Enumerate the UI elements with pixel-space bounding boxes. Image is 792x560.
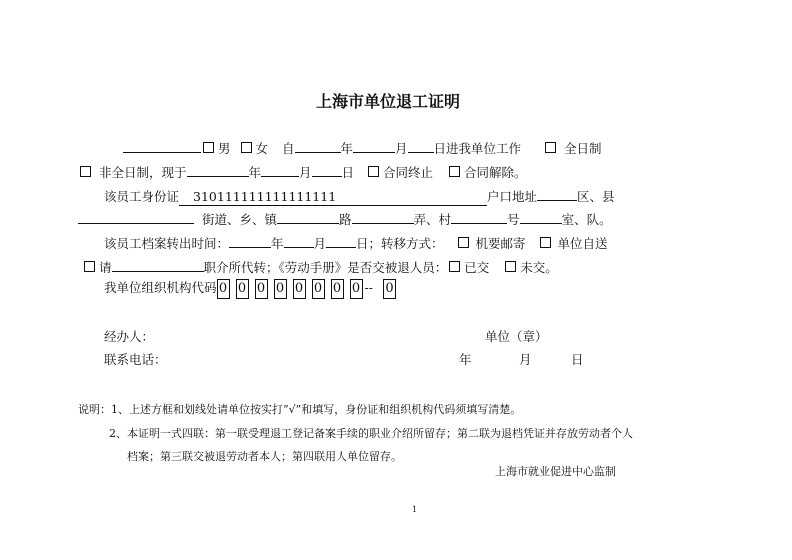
handed-checkbox[interactable] (449, 261, 460, 272)
org-code-digit[interactable]: 0 (312, 279, 325, 299)
end-day-field[interactable] (312, 163, 342, 177)
contract-cancel-checkbox[interactable] (449, 166, 460, 177)
id-number-field[interactable]: 310111111111111111 (179, 189, 487, 206)
org-code-check-digit[interactable]: 0 (383, 279, 396, 299)
year-label: 年 (271, 236, 284, 251)
month-label: 月 (395, 141, 408, 156)
org-code-digit[interactable]: 0 (255, 279, 268, 299)
entered-label: 日进我单位工作 (433, 141, 522, 156)
parttime-checkbox[interactable] (80, 166, 91, 177)
number-label: 号 (507, 212, 520, 227)
contract-cancel-label: 合同解除。 (464, 165, 527, 180)
transfer-method-label: 日；转移方式： (356, 236, 444, 251)
street-field[interactable] (78, 210, 194, 224)
agency-field[interactable] (112, 258, 204, 272)
from-label: 自 (282, 141, 295, 156)
contract-end-checkbox[interactable] (368, 166, 379, 177)
org-code-digit[interactable]: 0 (274, 279, 287, 299)
page-number: 1 (412, 505, 418, 514)
road-label: 路 (339, 212, 352, 227)
row-org-code (104, 277, 402, 299)
request-label: 请 (99, 260, 112, 275)
contract-end-label: 合同终止 (383, 165, 434, 180)
day-label: 日 (341, 165, 355, 180)
female-checkbox[interactable] (241, 142, 252, 153)
not-handed-checkbox[interactable] (505, 261, 516, 272)
female-label: 女 (255, 141, 269, 156)
sign-month-label: 月 (519, 352, 532, 367)
month-label: 月 (313, 236, 327, 251)
self-deliver-label: 单位自送 (557, 236, 608, 251)
org-code-label: 我单位组织机构代码 (104, 280, 217, 295)
parttime-label: 非全日制，现于 (99, 165, 187, 180)
org-code-dash: -- (364, 280, 373, 295)
lane-field[interactable] (352, 210, 414, 224)
road-field[interactable] (277, 210, 339, 224)
not-handed-label: 未交。 (520, 260, 558, 275)
end-year-field[interactable] (187, 163, 249, 177)
self-deliver-checkbox[interactable] (540, 237, 551, 248)
agency-checkbox[interactable] (84, 261, 95, 272)
sign-day-label: 日 (571, 352, 584, 367)
agency-label: 职介所代转；《劳动手册》是否交被退人员： (203, 260, 448, 275)
note-line-2: 2、本证明一式四联：第一联受理退工登记备案手续的职业介绍所留存；第二联为退档凭证并存放劳动者个人 (109, 427, 633, 440)
name-field[interactable] (123, 139, 201, 153)
handed-label: 已交 (464, 260, 490, 275)
room-label: 室、队。 (561, 212, 612, 227)
male-checkbox[interactable] (203, 142, 214, 153)
row-file-transfer (104, 234, 608, 252)
transfer-time-label: 该员工档案转出时间： (104, 236, 230, 251)
org-code-digit[interactable]: 0 (350, 279, 363, 299)
row-address-detail (78, 210, 612, 228)
org-code-digit[interactable]: 0 (236, 279, 249, 299)
row-id-address (104, 187, 615, 206)
sign-year-label: 年 (459, 352, 472, 367)
row-parttime-end-date (78, 163, 527, 181)
start-day-field[interactable] (408, 139, 434, 153)
month-label: 月 (299, 165, 312, 180)
district-label: 区、县 (577, 189, 615, 204)
row-gender-start-date (123, 139, 602, 157)
end-month-field[interactable] (261, 163, 299, 177)
id-label: 该员工身份证 (104, 189, 180, 204)
street-label: 街道、乡、镇 (202, 212, 278, 227)
start-year-field[interactable] (295, 139, 341, 153)
transfer-day-field[interactable] (326, 234, 356, 248)
year-label: 年 (340, 141, 354, 156)
start-month-field[interactable] (353, 139, 395, 153)
row-agency-handbook (84, 258, 558, 276)
lane-label: 弄、村 (413, 212, 452, 227)
room-field[interactable] (520, 210, 562, 224)
org-code-digit[interactable]: 0 (293, 279, 306, 299)
post-label: 机要邮寄 (475, 236, 526, 251)
fulltime-label: 全日制 (564, 141, 602, 156)
handler-label: 经办人： (104, 329, 155, 344)
phone-label: 联系电话： (104, 352, 167, 367)
fulltime-checkbox[interactable] (545, 142, 556, 153)
transfer-year-field[interactable] (229, 234, 271, 248)
transfer-month-field[interactable] (284, 234, 314, 248)
org-code-digit[interactable]: 0 (217, 279, 230, 299)
page-title: 上海市单位退工证明 (316, 92, 461, 111)
male-label: 男 (218, 141, 231, 156)
district-field[interactable] (537, 187, 577, 201)
unit-seal-label: 单位（章） (485, 329, 548, 344)
org-code-digit[interactable]: 0 (331, 279, 344, 299)
year-label: 年 (248, 165, 262, 180)
post-checkbox[interactable] (458, 237, 469, 248)
note-line-1: 说明：1、上述方框和划线处请单位按实打“√”和填写，身份证和组织机构代码须填写清楚。 (78, 403, 522, 416)
supervisor-label: 上海市就业促进中心监制 (495, 465, 616, 478)
note-line-3: 档案；第三联交被退劳动者本人；第四联用人单位留存。 (127, 450, 402, 463)
hukou-label: 户口地址 (487, 189, 538, 204)
number-field[interactable] (451, 210, 507, 224)
